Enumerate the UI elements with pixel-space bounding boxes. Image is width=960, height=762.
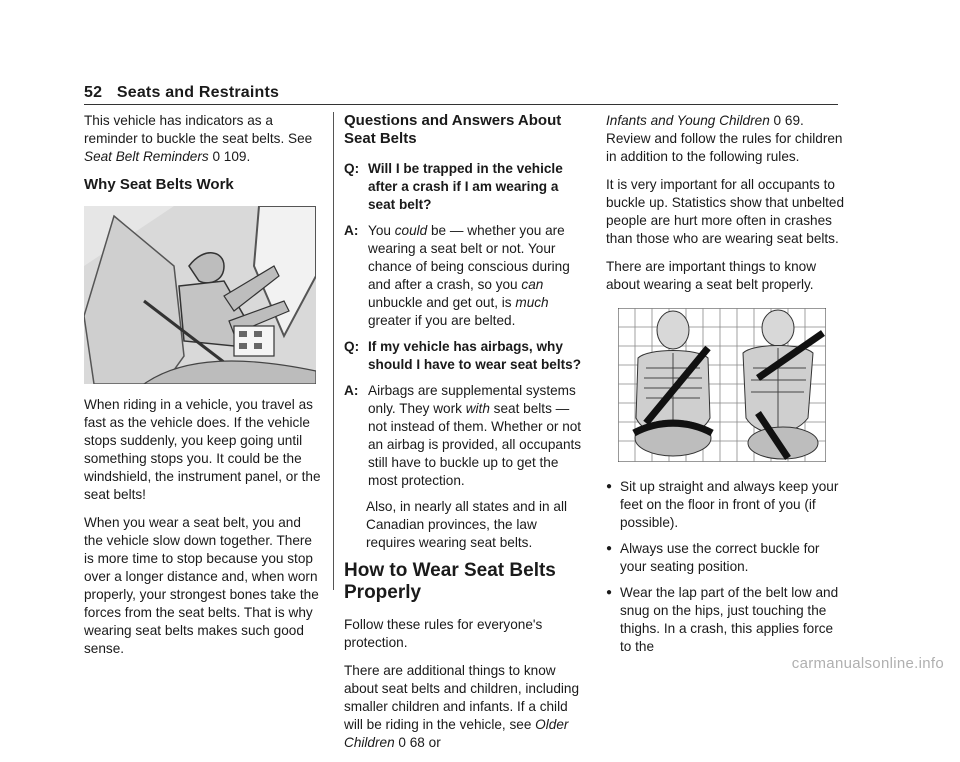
- paragraph: When you wear a seat belt, you and the vehicle slow down together. There is more time to stop because you stop over a longer distance and, when worn properly, your strongest bones take the forces from the seat belts. That is why wearing seat belts makes such good sense.: [84, 515, 319, 656]
- seat-belt-reminders-link[interactable]: Seat Belt Reminders: [84, 149, 209, 164]
- paragraph: Follow these rules for everyone's protection.: [344, 617, 543, 650]
- question: Q: Will I be trapped in the vehicle after a crash if I am wearing a seat belt?: [344, 161, 563, 212]
- paragraph: When riding in a vehicle, you travel as fast as the vehicle does. If the vehicle stops suddenly, you keep going until something stops you. It could be the windshield, the instrument panel, or the seat belts!: [84, 397, 321, 502]
- skeleton-seat-belt-illustration: [618, 308, 826, 462]
- bullet-icon: ●: [606, 481, 613, 492]
- how-to-wear-heading: How to Wear Seat Belts Properly: [344, 560, 556, 603]
- answer: A: Airbags are supplemental systems only. They work with seat belts — not instead of them. Whether or not an airbag is provided, all occupants still have to buckle up to get the most protection.: [344, 383, 582, 488]
- page-header: [84, 84, 279, 102]
- older-children-link[interactable]: Older Children: [344, 717, 569, 750]
- page-ref[interactable]: 0 109: [212, 149, 247, 164]
- infants-link[interactable]: Infants and Young Children: [606, 113, 770, 128]
- column-middle: [344, 112, 589, 762]
- list-item: ● Always use the correct buckle for your seating position.: [606, 541, 820, 574]
- section-title: Seats and Restraints: [116, 84, 280, 101]
- bullet-icon: ●: [606, 543, 613, 554]
- page-ref[interactable]: 0 68: [398, 735, 425, 750]
- intro-paragraph: This vehicle has indicators as a reminder to buckle the seat belts. See Seat Belt Reminders 0 109.: [84, 113, 313, 164]
- column-left: [84, 112, 322, 668]
- page-ref[interactable]: 0 69: [773, 113, 801, 128]
- column-right: [606, 112, 846, 664]
- bullet-icon: ●: [606, 587, 613, 598]
- qa-heading: Questions and Answers About Seat Belts: [344, 112, 562, 147]
- paragraph: There are additional things to know about seat belts and children, including smaller children and infants. If a child will be riding in the vehicle, see Older Children 0 68 or: [344, 663, 580, 750]
- crash-illustration: [84, 206, 316, 384]
- header-rule: [84, 104, 838, 105]
- page-number: 52: [84, 84, 103, 101]
- question: Q: If my vehicle has airbags, why should I have to wear seat belts?: [344, 339, 582, 372]
- paragraph: It is very important for all occupants to buckle up. Statistics show that unbelted people are hurt more often in crashes than those who are wearing seat belts.: [606, 177, 845, 246]
- answer-continuation: Also, in nearly all states and in all Canadian provinces, the law requires wearing seat belts.: [366, 499, 567, 550]
- why-seat-belts-heading: Why Seat Belts Work: [84, 176, 234, 193]
- list-item: ● Wear the lap part of the belt low and snug on the hips, just touching the thighs. In a crash, this applies force to the: [606, 585, 839, 654]
- answer: A: You could be — whether you are wearing a seat belt or not. Your chance of being conscious during and after a crash, so you can unbuckle and get out, is much greater if you are belted.: [344, 223, 570, 328]
- list-item: ● Sit up straight and always keep your feet on the floor in front of you (if possible).: [606, 479, 839, 530]
- column-divider: [333, 112, 334, 590]
- paragraph: Infants and Young Children 0 69. Review and follow the rules for children in addition to the following rules.: [606, 113, 843, 164]
- paragraph: There are important things to know about wearing a seat belt properly.: [606, 259, 817, 292]
- watermark: carmanualsonline.info: [791, 655, 944, 672]
